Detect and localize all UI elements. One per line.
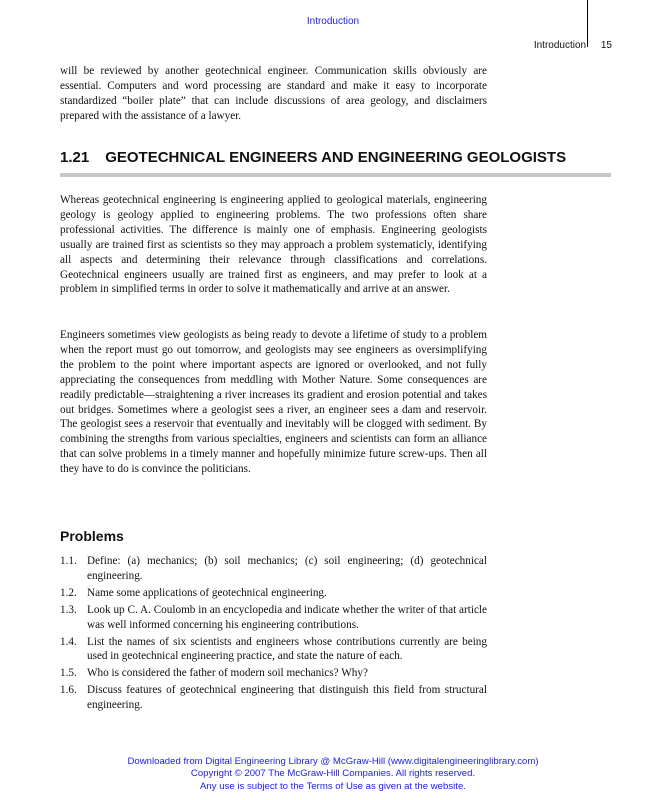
footer-copyright: Copyright © 2007 The McGraw-Hill Companies. All rights reserved. — [190, 768, 476, 780]
problem-text: List the names of six scientists and engineers whose contributions currently are being used in geotechnical engineering practice, and state the nature of each. — [87, 635, 487, 663]
problems-heading: Problems — [60, 528, 124, 544]
section-paragraph-1: Whereas geotechnical engineering is engineering applied to geological materials, engineering geology is geology applied to engineering problems. The two professions often share professional activities. The difference is mainly one of emphasis. Engineering geologists usually are trained first as scientists so they may approach a problem systematicly, identifying all aspects and determining their relevance through classifications and correlations. Geotechnical engineers usually are trained first as engineers, and may prefer to look at a problem in simplified terms in order to solve it mathematically and arrive at an answer. — [60, 194, 487, 296]
problem-item — [60, 603, 487, 633]
intro-paragraph: will be reviewed by another geotechnical engineer. Communication skills obviously are essential. Computers and word processing are standard and make it easy to incorporate standardized “boiler plate” that can include discussions of area geology, and disclaimers prepared with the assistance of a lawyer. — [60, 65, 487, 122]
problem-item — [60, 666, 487, 681]
running-head — [534, 40, 612, 51]
problem-number: 1.6. — [60, 684, 77, 697]
section-heading — [60, 149, 611, 177]
problem-item — [60, 635, 487, 665]
page-number: 15 — [600, 40, 612, 51]
problem-number: 1.4. — [60, 635, 77, 648]
problem-number: 1.1. — [60, 555, 77, 567]
problem-text: Define: (a) mechanics; (b) soil mechanics; (c) soil engineering; (d) geotechnical engineering. — [87, 555, 487, 582]
problem-number: 1.2. — [60, 586, 77, 599]
problems-list — [60, 554, 487, 715]
header-divider — [587, 0, 588, 47]
section-number: 1.21 — [60, 149, 90, 166]
problem-text: Look up C. A. Coulomb in an encyclopedia and indicate whether the writer of that article was well informed concerning his engineering contributions. — [87, 603, 487, 631]
top-chapter-link[interactable]: Introduction — [306, 16, 360, 27]
problem-item — [60, 683, 487, 713]
footer-download-link[interactable]: Downloaded from Digital Engineering Library @ McGraw-Hill (www.digitalengineeringlibrary.com) — [127, 756, 539, 767]
section-paragraph-2: Engineers sometimes view geologists as being ready to devote a lifetime of study to a problem when the report must go out tomorrow, and geologists may see engineers as oversimplifying the problem to the point where important aspects are ignored or overlooked, and not fully appreciating the consequences from meddling with Mother Nature. Some consequences are readily predictable—straightening a river increases its gradient and erosion potential and takes out bridges. Sometimes where a geologist sees a river, an engineer sees a dam and reservoir. The geologist sees a reservoir that eventually and inevitably will be clogged with sediment. By combining the strengths from various specialties, engineers and scientists can form an alliance that can solve problems in a timely manner and hopefully minimize future screw-ups. Then all they have to do is convince the politicians. — [60, 329, 487, 476]
problem-text: Who is considered the father of modern soil mechanics? Why? — [87, 667, 368, 680]
problem-number: 1.5. — [60, 667, 77, 680]
problem-item — [60, 586, 487, 601]
problem-number: 1.3. — [60, 603, 77, 616]
section-title: GEOTECHNICAL ENGINEERS AND ENGINEERING GEOLOGISTS — [105, 149, 567, 166]
running-head-section: Introduction — [533, 40, 587, 51]
problem-text: Name some applications of geotechnical engineering. — [87, 586, 327, 599]
footer — [0, 756, 666, 793]
footer-terms[interactable]: Any use is subject to the Terms of Use as given at the website. — [200, 780, 466, 792]
problem-text: Discuss features of geotechnical engineering that distinguish this field from structural engineering. — [87, 684, 487, 712]
problem-item — [60, 554, 487, 584]
